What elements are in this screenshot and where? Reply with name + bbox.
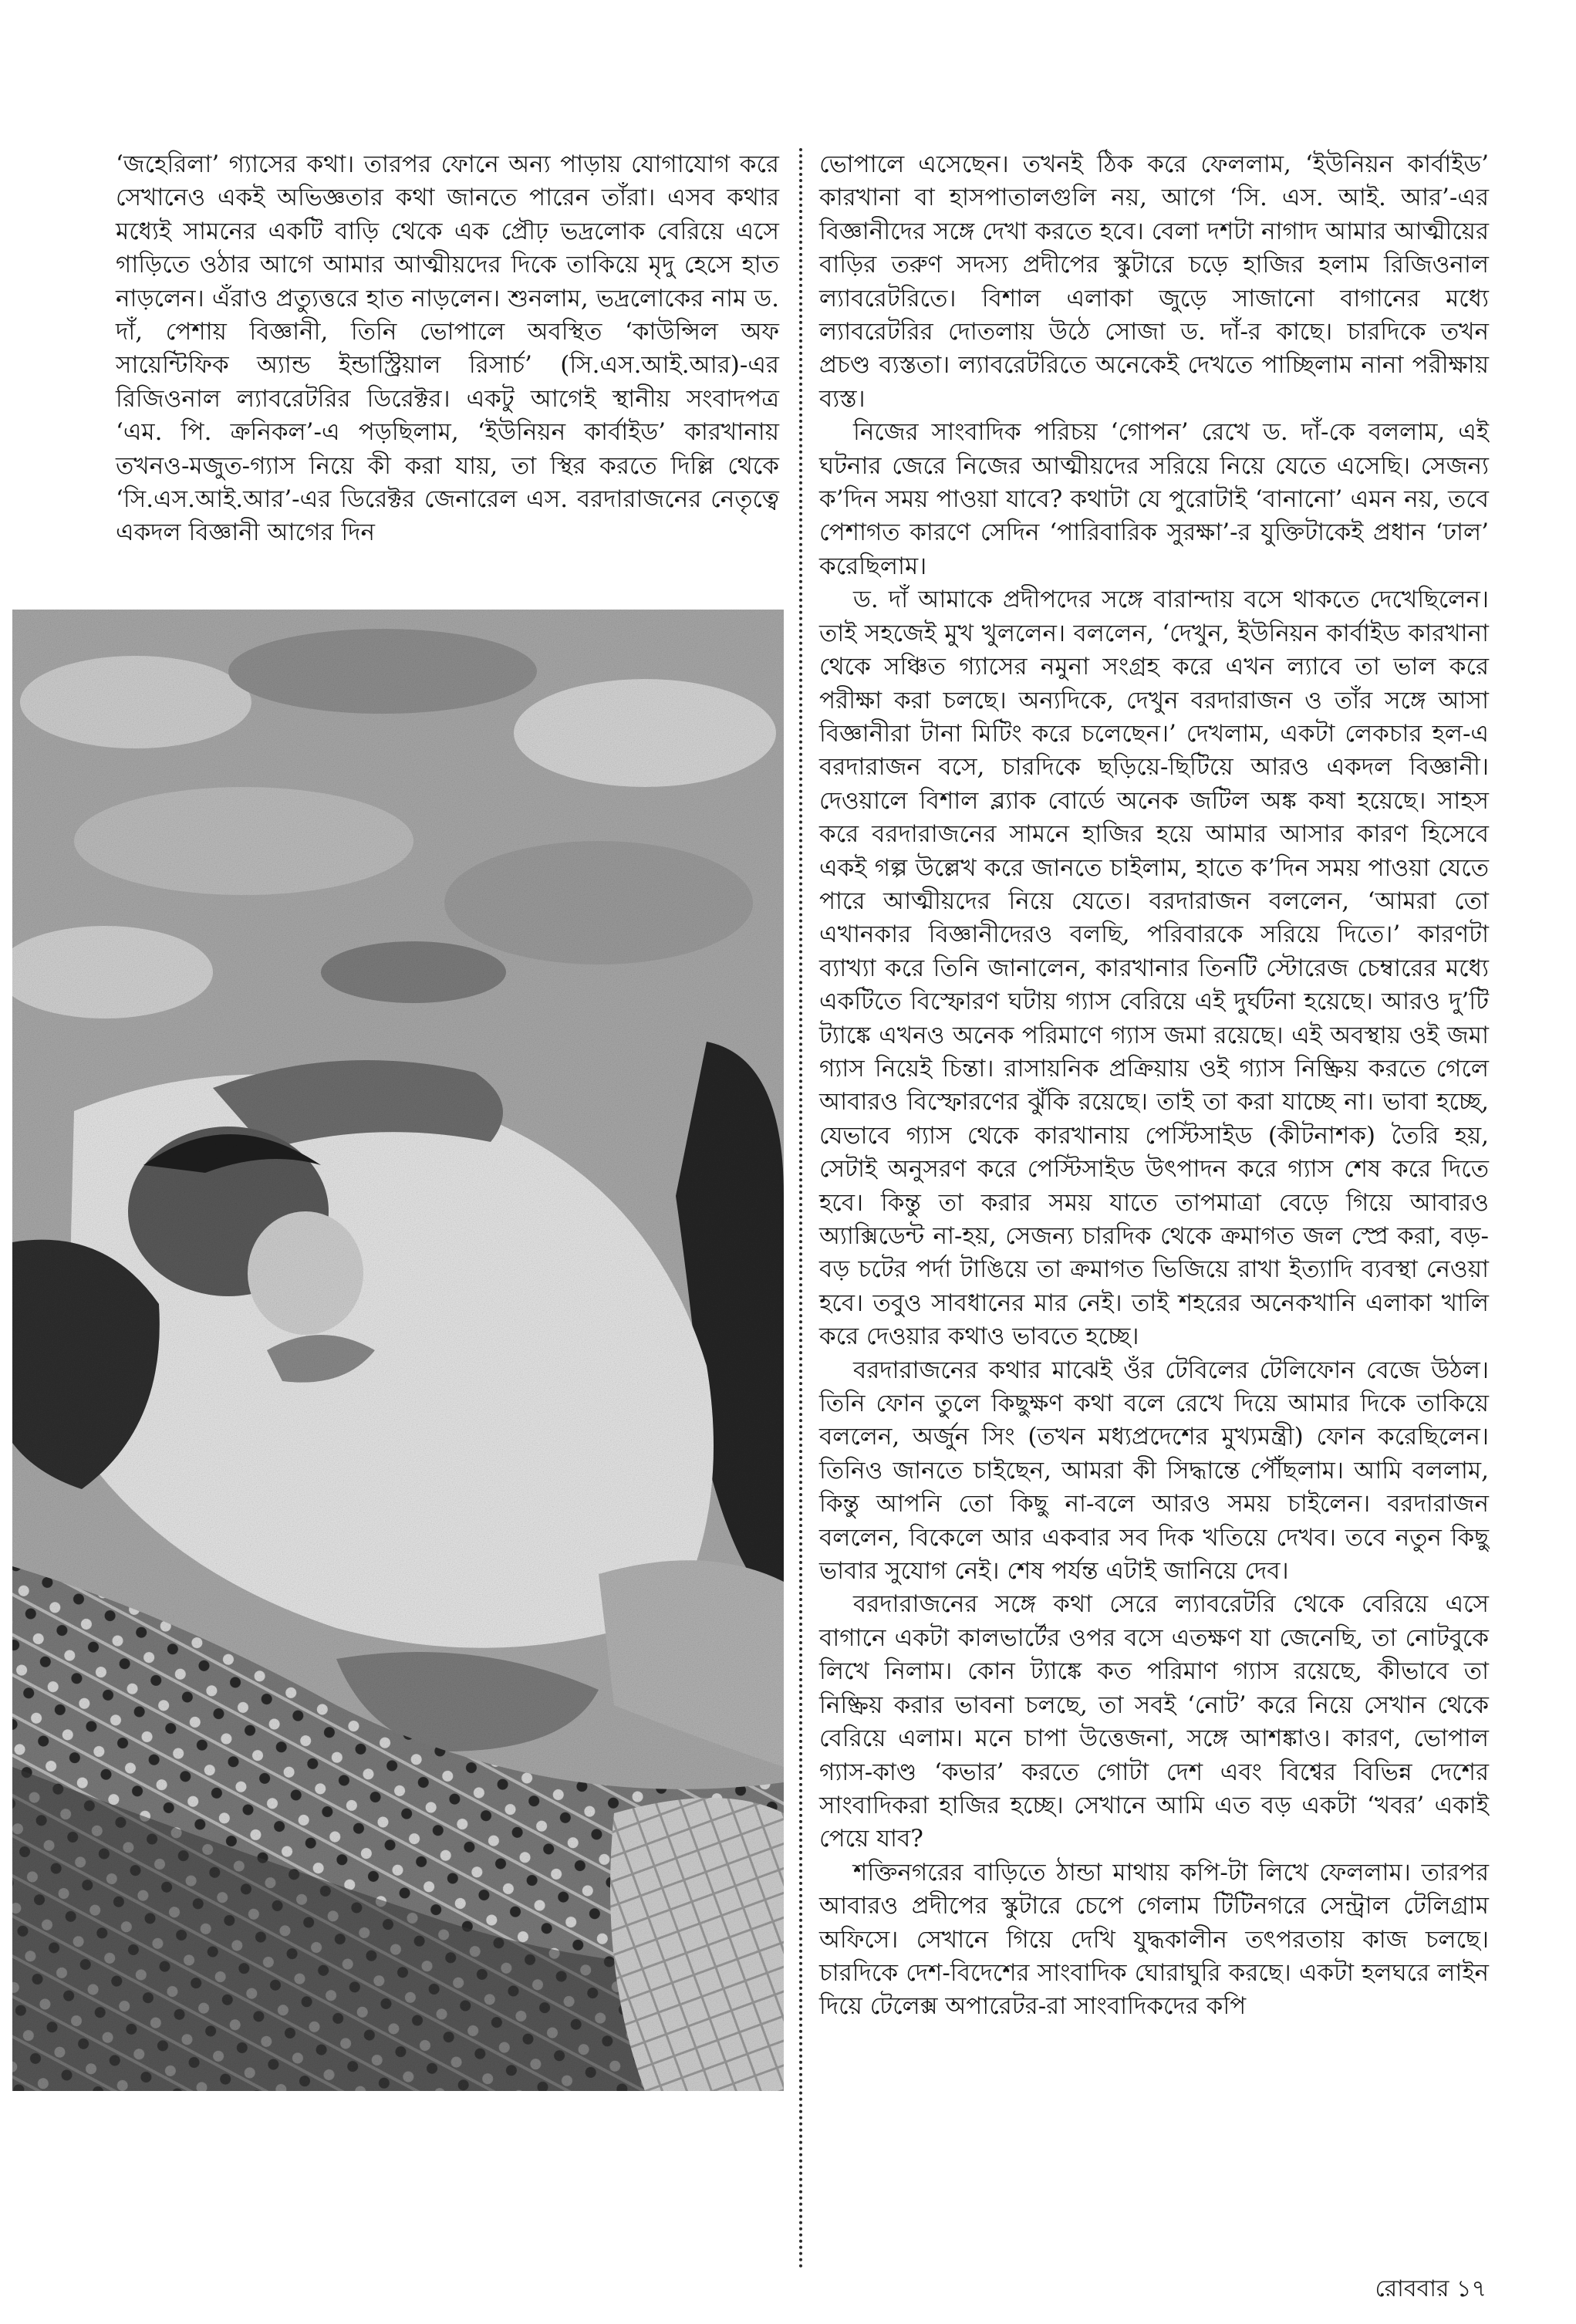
right-text-column [819,148,1489,2024]
left-paragraph-1: ‘জহেরিলা’ গ্যাসের কথা। তারপর ফোনে অন্য পাড়ায় যোগাযোগ করে সেখানেও একই অভিজ্ঞতার কথা জানতে পারেন তাঁরা। এসব কথার মধ্যেই সামনের একটি বাড়ি থেকে এক প্রৌঢ় ভদ্রলোক বেরিয়ে এসে গাড়িতে ওঠার আগে আমার আত্মীয়দের দিকে তাকিয়ে মৃদু হেসে হাত নাড়লেন। এঁরাও প্রত্যুত্তরে হাত নাড়লেন। শুনলাম, ভদ্রলোকের নাম ড. দাঁ, পেশায় বিজ্ঞানী, তিনি ভোপালে অবস্থিত ‘কাউন্সিল অফ সায়েন্টিফিক অ্যান্ড ইন্ডাস্ট্রিয়াল রিসার্চ’ (সি.এস.আই.আর)-এর রিজিওনাল ল্যাবরেটরির ডিরেক্টর। একটু আগেই স্থানীয় সংবাদপত্র ‘এম. পি. ক্রনিকল’-এ পড়ছিলাম, ‘ইউনিয়ন কার্বাইড’ কারখানায় তখনও-মজুত-গ্যাস নিয়ে কী করা যায়, তা স্থির করতে দিল্লি থেকে ‘সি.এস.আই.আর’-এর ডিরেক্টর জেনারেল এস. বরদারাজনের নেতৃত্বে একদল বিজ্ঞানী আগের দিন [116,150,779,547]
column-divider [799,148,802,2270]
footer-page-number: ১৭ [1456,2275,1487,2302]
photo-illustration [12,610,784,2091]
left-text-column [116,148,779,550]
right-paragraph-5: বরদারাজনের সঙ্গে কথা সেরে ল্যাবরেটরি থেকে বেরিয়ে এসে বাগানে একটা কালভার্টের ওপর বসে এতক্ষণ যা জেনেছি, তা নোটবুকে লিখে নিলাম। কোন ট্যাঙ্কে কত পরিমাণ গ্যাস রয়েছে, কীভাবে তা নিষ্ক্রিয় করার ভাবনা চলছে, তা সবই ‘নোট’ করে নিয়ে সেখান থেকে বেরিয়ে এলাম। মনে চাপা উত্তেজনা, সঙ্গে আশঙ্কাও। কারণ, ভোপাল গ্যাস-কাণ্ড ‘কভার’ করতে গোটা দেশ এবং বিশ্বের বিভিন্ন দেশের সাংবাদিকরা হাজির হচ্ছে। সেখানে আমি এত বড় একটা ‘খবর’ একাই পেয়ে যাব? [819,1590,1489,1853]
news-photograph [12,610,784,2091]
right-paragraph-1: ভোপালে এসেছেন। তখনই ঠিক করে ফেললাম, ‘ইউনিয়ন কার্বাইড’ কারখানা বা হাসপাতালগুলি নয়, আগে ‘সি. এস. আই. আর’-এর বিজ্ঞানীদের সঙ্গে দেখা করতে হবে। বেলা দশটা নাগাদ আমার আত্মীয়ের বাড়ির তরুণ সদস্য প্রদীপের স্কুটারে চড়ে হাজির হলাম রিজিওনাল ল্যাবরেটরিতে। বিশাল এলাকা জুড়ে সাজানো বাগানের মধ্যে ল্যাবরেটরির দোতলায় উঠে সোজা ড. দাঁ-র কাছে। চারদিকে তখন প্রচণ্ড ব্যস্ততা। ল্যাবরেটরিতে অনেকেই দেখতে পাচ্ছিলাম নানা পরীক্ষায় ব্যস্ত। [819,150,1489,413]
right-paragraph-3: ড. দাঁ আমাকে প্রদীপদের সঙ্গে বারান্দায় বসে থাকতে দেখেছিলেন। তাই সহজেই মুখ খুললেন। বললেন, ‘দেখুন, ইউনিয়ন কার্বাইড কারখানা থেকে সঞ্চিত গ্যাসের নমুনা সংগ্রহ করে এখন ল্যাবে তা ভাল করে পরীক্ষা করা চলছে। অন্যদিকে, দেখুন বরদারাজন ও তাঁর সঙ্গে আসা বিজ্ঞানীরা টানা মিটিং করে চলেছেন।’ দেখলাম, একটা লেকচার হল-এ বরদারাজন বসে, চারদিকে ছড়িয়ে-ছিটিয়ে আরও একদল বিজ্ঞানী। দেওয়ালে বিশাল ব্ল্যাক বোর্ডে অনেক জটিল অঙ্ক কষা হয়েছে। সাহস করে বরদারাজনের সামনে হাজির হয়ে আমার আসার কারণ হিসেবে একই গল্প উল্লেখ করে জানতে চাইলাম, হাতে ক’দিন সময় পাওয়া যেতে পারে আত্মীয়দের নিয়ে যেতে। বরদারাজন বললেন, ‘আমরা তো এখানকার বিজ্ঞানীদেরও বলছি, পরিবারকে সরিয়ে দিতে।’ কারণটা ব্যাখ্যা করে তিনি জানালেন, কারখানার তিনটি স্টোরেজ চেম্বারের মধ্যে একটিতে বিস্ফোরণ ঘটায় গ্যাস বেরিয়ে এই দুর্ঘটনা হয়েছে। আরও দু’টি ট্যাঙ্কে এখনও অনেক পরিমাণে গ্যাস জমা রয়েছে। এই অবস্থায় ওই জমা গ্যাস নিয়েই চিন্তা। রাসায়নিক প্রক্রিয়ায় ওই গ্যাস নিষ্ক্রিয় করতে গেলে আবারও বিস্ফোরণের ঝুঁকি রয়েছে। তাই তা করা যাচ্ছে না। ভাবা হচ্ছে, যেভাবে গ্যাস থেকে কারখানায় পেস্টিসাইড (কীটনাশক) তৈরি হয়, সেটাই অনুসরণ করে পেস্টিসাইড উৎপাদন করে গ্যাস শেষ করে দিতে হবে। কিন্তু তা করার সময় যাতে তাপমাত্রা বেড়ে গিয়ে আবারও অ্যাক্সিডেন্ট না-হয়, সেজন্য চারদিক থেকে ক্রমাগত জল স্প্রে করা, বড়-বড় চটের পর্দা টাঙিয়ে তা ক্রমাগত ভিজিয়ে রাখা ইত্যাদি ব্যবস্থা নেওয়া হবে। তবুও সাবধানের মার নেই। তাই শহরের অনেকখানি এলাকা খালি করে দেওয়ার কথাও ভাবতে হচ্ছে। [819,586,1489,1351]
right-paragraph-4: বরদারাজনের কথার মাঝেই ওঁর টেবিলের টেলিফোন বেজে উঠল। তিনি ফোন তুলে কিছুক্ষণ কথা বলে রেখে দিয়ে আমার দিকে তাকিয়ে বললেন, অর্জুন সিং (তখন মধ্যপ্রদেশের মুখ্যমন্ত্রী) ফোন করেছিলেন। তিনিও জানতে চাইছেন, আমরা কী সিদ্ধান্তে পৌঁছলাম। আমি বললাম, কিন্তু আপনি তো কিছু না-বলে আরও সময় চাইলেন। বরদারাজন বললেন, বিকেলে আর একবার সব দিক খতিয়ে দেখব। তবে নতুন কিছু ভাবার সুযোগ নেই। শেষ পর্যন্ত এটাই জানিয়ে দেব। [819,1356,1489,1586]
page-footer [1375,2270,1487,2309]
right-paragraph-6: শক্তিনগরের বাড়িতে ঠান্ডা মাথায় কপি-টা লিখে ফেললাম। তারপর আবারও প্রদীপের স্কুটারে চেপে গেলাম টিটিনগরে সেন্ট্রাল টেলিগ্রাম অফিসে। সেখানে গিয়ে দেখি যুদ্ধকালীন তৎপরতায় কাজ চলছে। চারদিকে দেশ-বিদেশের সাংবাদিক ঘোরাঘুরি করছে। একটা হলঘরে লাইন দিয়ে টেলেক্স অপারেটর-রা সাংবাদিকদের কপি [819,1858,1489,2021]
footer-magazine-name: রোববার [1375,2275,1449,2302]
right-paragraph-2: নিজের সাংবাদিক পরিচয় ‘গোপন’ রেখে ড. দাঁ-কে বললাম, এই ঘটনার জেরে নিজের আত্মীয়দের সরিয়ে নিয়ে যেতে এসেছি। সেজন্য ক’দিন সময় পাওয়া যাবে? কথাটা যে পুরোটাই ‘বানানো’ এমন নয়, তবে পেশাগত কারণে সেদিন ‘পারিবারিক সুরক্ষা’-র যুক্তিটাকেই প্রধান ‘ঢাল’ করেছিলাম। [819,418,1489,580]
